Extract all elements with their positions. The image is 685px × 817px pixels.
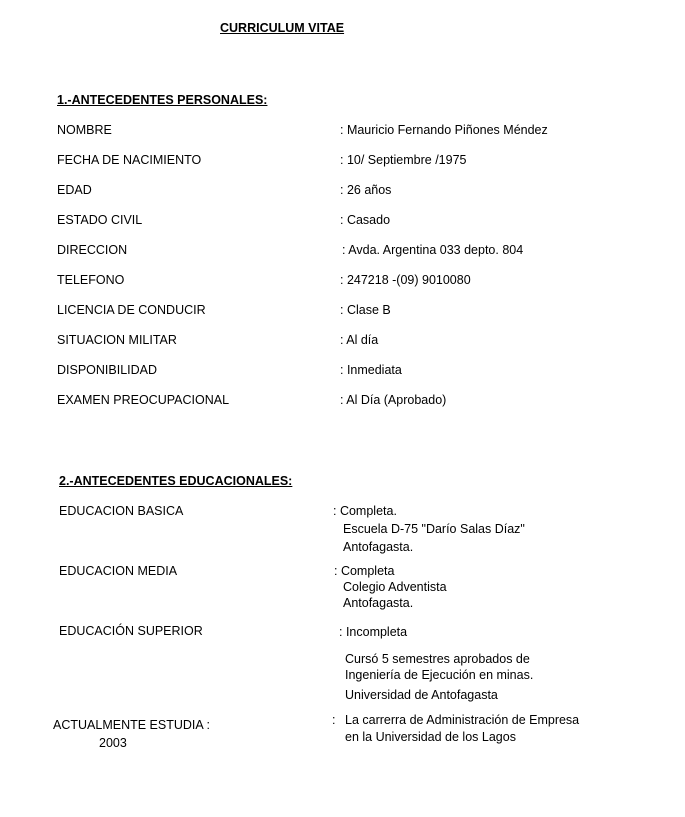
value-media-status: : Completa xyxy=(334,564,395,578)
value-actual-career: La carrerra de Administración de Empresa xyxy=(345,713,580,727)
section-heading-personal: 1.-ANTECEDENTES PERSONALES: xyxy=(57,93,268,107)
value-superior-career: Ingeniería de Ejecución en minas. xyxy=(345,668,534,682)
label-actualmente-estudia: ACTUALMENTE ESTUDIA : xyxy=(53,718,210,732)
value-estado-civil: : Casado xyxy=(340,213,391,227)
value-nombre: : Mauricio Fernando Piñones Méndez xyxy=(340,123,548,137)
value-situacion-militar: : Al día xyxy=(340,333,379,347)
value-actual-university: en la Universidad de los Lagos xyxy=(345,730,516,744)
label-examen: EXAMEN PREOCUPACIONAL xyxy=(57,393,230,407)
label-edad: EDAD xyxy=(57,183,92,197)
label-educacion-basica: EDUCACION BASICA xyxy=(59,504,184,518)
label-disponibilidad: DISPONIBILIDAD xyxy=(57,363,158,377)
value-media-school: Colegio Adventista xyxy=(343,580,447,594)
label-licencia: LICENCIA DE CONDUCIR xyxy=(57,303,206,317)
value-media-city: Antofagasta. xyxy=(343,596,414,610)
value-superior-status: : Incompleta xyxy=(339,625,408,639)
value-basica-school: Escuela D-75 "Darío Salas Díaz" xyxy=(343,522,525,536)
label-situacion-militar: SITUACION MILITAR xyxy=(57,333,177,347)
value-examen: : Al Día (Aprobado) xyxy=(340,393,447,407)
value-edad: : 26 años xyxy=(340,183,392,197)
label-direccion: DIRECCION xyxy=(57,243,128,257)
value-actual-year: 2003 xyxy=(99,736,127,750)
label-educacion-media: EDUCACION MEDIA xyxy=(59,564,178,578)
value-fecha-nacimiento: : 10/ Septiembre /1975 xyxy=(340,153,467,167)
label-estado-civil: ESTADO CIVIL xyxy=(57,213,143,227)
value-licencia: : Clase B xyxy=(340,303,391,317)
section-heading-education: 2.-ANTECEDENTES EDUCACIONALES: xyxy=(59,474,293,488)
value-superior-courses: Cursó 5 semestres aprobados de xyxy=(345,652,530,666)
value-superior-university: Universidad de Antofagasta xyxy=(345,688,498,702)
value-disponibilidad: : Inmediata xyxy=(340,363,402,377)
document-title: CURRICULUM VITAE xyxy=(220,21,345,35)
label-educacion-superior: EDUCACIÓN SUPERIOR xyxy=(59,624,203,638)
label-fecha-nacimiento: FECHA DE NACIMIENTO xyxy=(57,153,202,167)
label-telefono: TELEFONO xyxy=(57,273,125,287)
value-telefono: : 247218 -(09) 9010080 xyxy=(340,273,471,287)
value-basica-status: : Completa. xyxy=(333,504,397,518)
value-basica-city: Antofagasta. xyxy=(343,540,414,554)
value-direccion: : Avda. Argentina 033 depto. 804 xyxy=(342,243,524,257)
label-nombre: NOMBRE xyxy=(57,123,112,137)
value-actual-colon: : xyxy=(332,713,336,727)
